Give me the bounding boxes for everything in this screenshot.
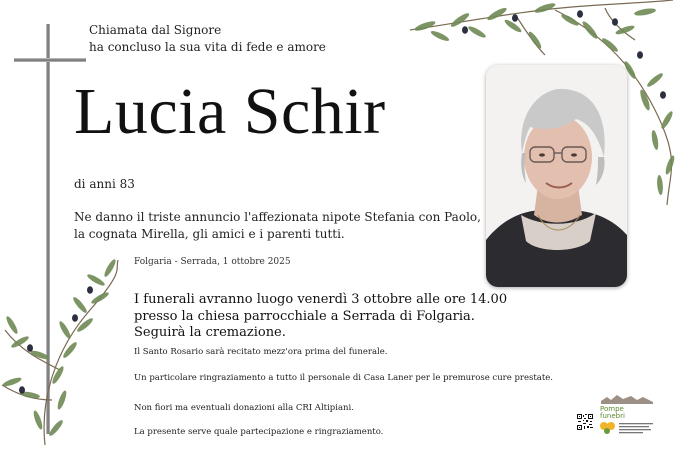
announcement-line-2: la cognata Mirella, gli amici e i parenti tutti. bbox=[74, 227, 345, 241]
logo-line-1: Pompe bbox=[600, 405, 624, 413]
deceased-name: Lucia Schir bbox=[74, 75, 386, 148]
portrait-photo bbox=[486, 65, 627, 287]
logo-line-2: funebri bbox=[600, 412, 625, 420]
closing-note: La presente serve quale partecipazione e ringraziamento. bbox=[134, 427, 384, 437]
place-date: Folgaria - Serrada, 1 ottobre 2025 bbox=[134, 257, 291, 267]
announcement-line-1: Ne danno il triste annuncio l'affezionata nipote Stefania con Paolo, bbox=[74, 210, 481, 224]
intro-line-2: ha concluso la sua vita di fede e amore bbox=[89, 40, 326, 54]
flowers-note: Non fiori ma eventuali donazioni alla CRI Altipiani. bbox=[134, 403, 354, 413]
qr-code-icon[interactable] bbox=[577, 414, 593, 430]
intro-text bbox=[89, 22, 326, 56]
rosary-note: Il Santo Rosario sarà recitato mezz'ora prima del funerale. bbox=[134, 347, 388, 357]
announcement bbox=[74, 209, 481, 243]
funeral-line-2: presso la chiesa parrocchiale a Serrada di Folgaria. bbox=[134, 308, 475, 324]
portrait-illustration bbox=[486, 65, 627, 287]
intro-line-1: Chiamata dal Signore bbox=[89, 23, 222, 37]
cross-horizontal-beam bbox=[14, 58, 86, 62]
age: di anni 83 bbox=[74, 177, 135, 191]
funeral-home-logo-icon bbox=[597, 393, 657, 437]
olive-branch-icon bbox=[0, 250, 125, 450]
funeral-line-1: I funerali avranno luogo venerdì 3 ottobre alle ore 14.00 bbox=[134, 292, 508, 307]
funeral-line-3: Seguirà la cremazione. bbox=[134, 325, 286, 340]
funeral-info bbox=[134, 292, 507, 342]
thanks-note: Un particolare ringraziamento a tutto il personale di Casa Laner per le premurose cure prestate. bbox=[134, 373, 553, 383]
